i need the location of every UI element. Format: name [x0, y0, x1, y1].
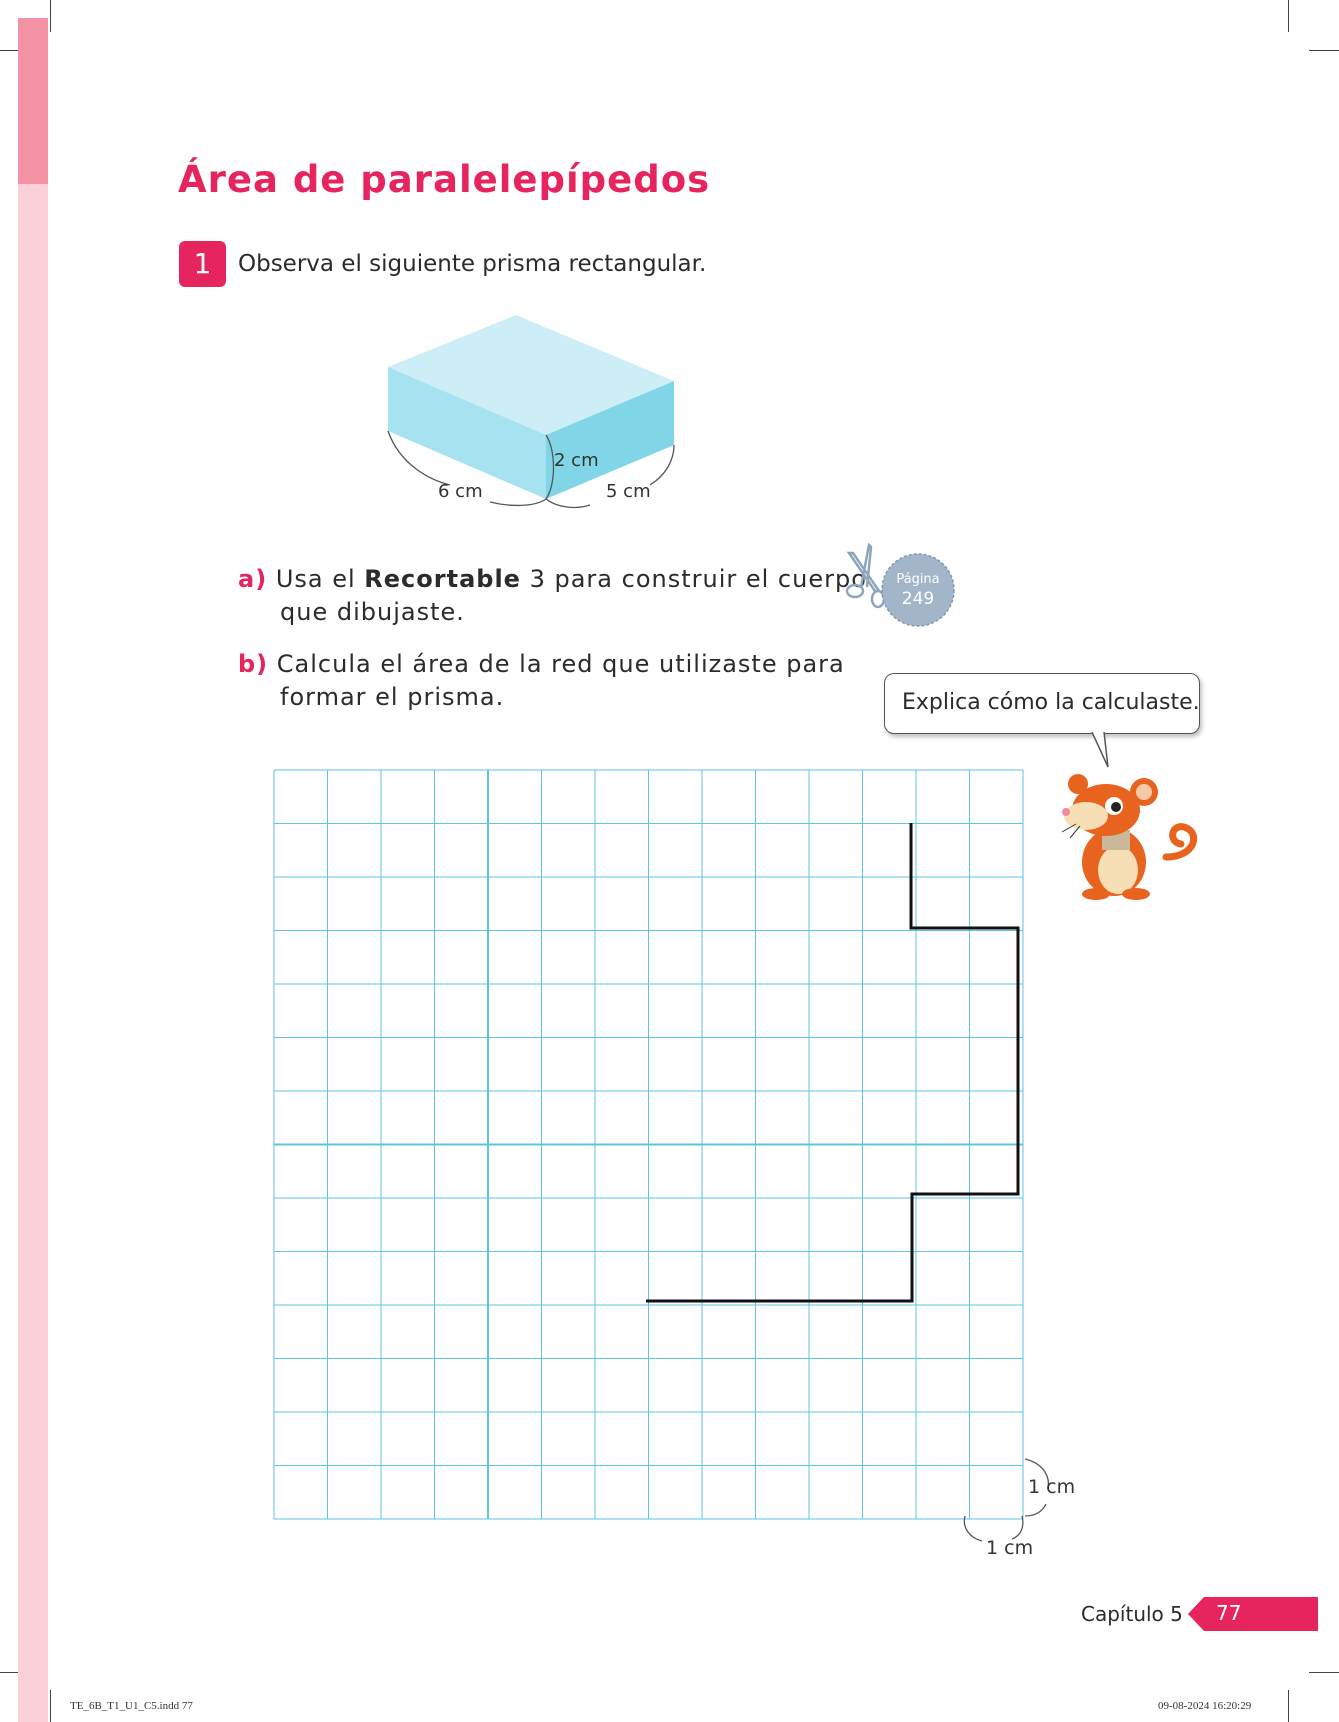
- crop-mark: [50, 0, 51, 32]
- crop-mark: [1309, 50, 1339, 51]
- scissors-icon: [847, 545, 884, 607]
- horizontal-unit-arc: [964, 1516, 982, 1541]
- length-measure-arc: [490, 499, 546, 505]
- crop-mark: [1288, 0, 1289, 32]
- exercise-instruction: Observa el siguiente prisma rectangular.: [238, 251, 707, 277]
- vertical-unit-label: 1 cm: [1028, 1476, 1076, 1498]
- speech-bubble-text: Explica cómo la calculaste.: [902, 690, 1200, 715]
- item-b: [238, 648, 845, 714]
- item-b-line2: formar el prisma.: [280, 683, 505, 711]
- crop-mark: [1288, 1690, 1289, 1722]
- item-b-line1: Calcula el área de la red que utilizaste para: [276, 650, 845, 678]
- length-label: 6 cm: [438, 481, 483, 502]
- side-strip-accent: [18, 18, 48, 184]
- slug-timestamp: 09-08-2024 16:20:29: [1158, 1700, 1252, 1712]
- page-title: Área de paralelepípedos: [178, 158, 711, 201]
- side-strip: [18, 18, 48, 1722]
- vertical-unit-arc: [1025, 1504, 1046, 1516]
- width-label: 5 cm: [606, 481, 651, 502]
- width-measure-arc: [546, 499, 590, 507]
- item-a-letter: a): [238, 565, 268, 593]
- crop-mark: [50, 1690, 51, 1722]
- grid-paper: [270, 766, 1090, 1566]
- item-a-line2: que dibujaste.: [280, 598, 465, 626]
- page-reference-number: 249: [901, 589, 935, 609]
- page-number: 77: [1216, 1601, 1242, 1625]
- slug-file: TE_6B_T1_U1_C5.indd 77: [70, 1700, 193, 1712]
- crop-mark: [1309, 1672, 1339, 1673]
- page-reference-label: Página: [896, 572, 940, 587]
- horizontal-unit-label: 1 cm: [986, 1537, 1034, 1559]
- page-reference: [845, 543, 960, 632]
- height-label: 2 cm: [554, 450, 599, 471]
- item-a-bold: Recortable: [364, 565, 521, 593]
- item-a-text: Usa el: [275, 565, 365, 593]
- rectangular-prism-figure: [370, 305, 690, 515]
- exercise-number-badge: 1: [179, 241, 226, 287]
- page-number-tab: [1188, 1597, 1318, 1631]
- item-a: [238, 563, 867, 629]
- item-b-letter: b): [238, 650, 269, 678]
- item-a-text-after: 3 para construir el cuerpo: [520, 565, 867, 593]
- page-reference-graphic: [845, 543, 960, 628]
- chapter-label: Capítulo 5: [1081, 1602, 1183, 1626]
